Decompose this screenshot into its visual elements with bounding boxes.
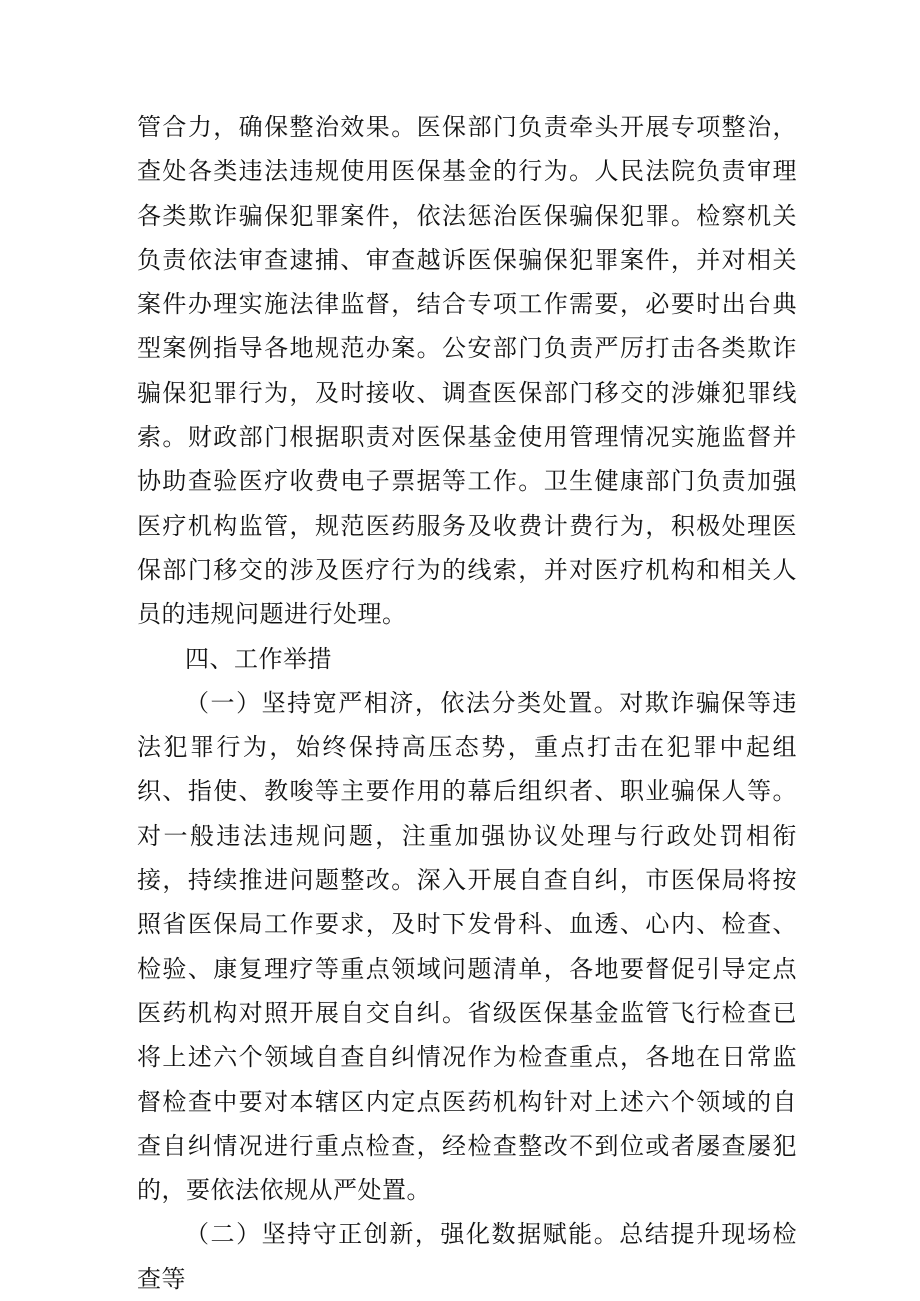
paragraph-measure-1: （一）坚持宽严相济，依法分类处置。对欺诈骗保等违法犯罪行为，始终保持高压态势，重点打击在犯罪中起组织、指使、教唆等主要作用的幕后组织者、职业骗保人等。对一般违法违规问题，注重加强协议处理与行政处罚相衔接，持续推进问题整改。深入开展自查自纠，市医保局将按照省医保局工作要求，及时下发骨科、血透、心内、检查、检验、康复理疗等重点领域问题清单，各地要督促引导定点医药机构对照开展自交自纠。省级医保基金监管飞行检查已将上述六个领域自查自纠情况作为检查重点，各地在日常监督检查中要对本辖区内定点医药机构针对上述六个领域的自查自纠情况进行重点检查，经检查整改不到位或者屡查屡犯的，要依法依规从严处置。 xyxy=(137,688,797,1205)
section-heading-work-measures: 四、工作举措 xyxy=(185,644,332,673)
paragraph-responsibilities: 管合力，确保整治效果。医保部门负责牵头开展专项整治，查处各类违法违规使用医保基金的行为。人民法院负责审理各类欺诈骗保犯罪案件，依法惩治医保骗保犯罪。检察机关负责依法审查逮捕、审查越诉医保骗保犯罪案件，并对相关案件办理实施法律监督，结合专项工作需要，必要时出台典型案例指导各地规范办案。公安部门负责严厉打击各类欺诈骗保犯罪行为，及时接收、调查医保部门移交的涉嫌犯罪线索。财政部门根据职责对医保基金使用管理情况实施监督并协助查验医疗收费电子票据等工作。卫生健康部门负责加强医疗机构监管，规范医药服务及收费计费行为，积极处理医保部门移交的涉及医疗行为的线索，并对医疗机构和相关人员的违规问题进行处理。 xyxy=(137,113,797,629)
paragraph-measure-2: （二）坚持守正创新，强化数据赋能。总结提升现场检查等 xyxy=(137,1220,797,1293)
document-body xyxy=(137,105,797,1301)
